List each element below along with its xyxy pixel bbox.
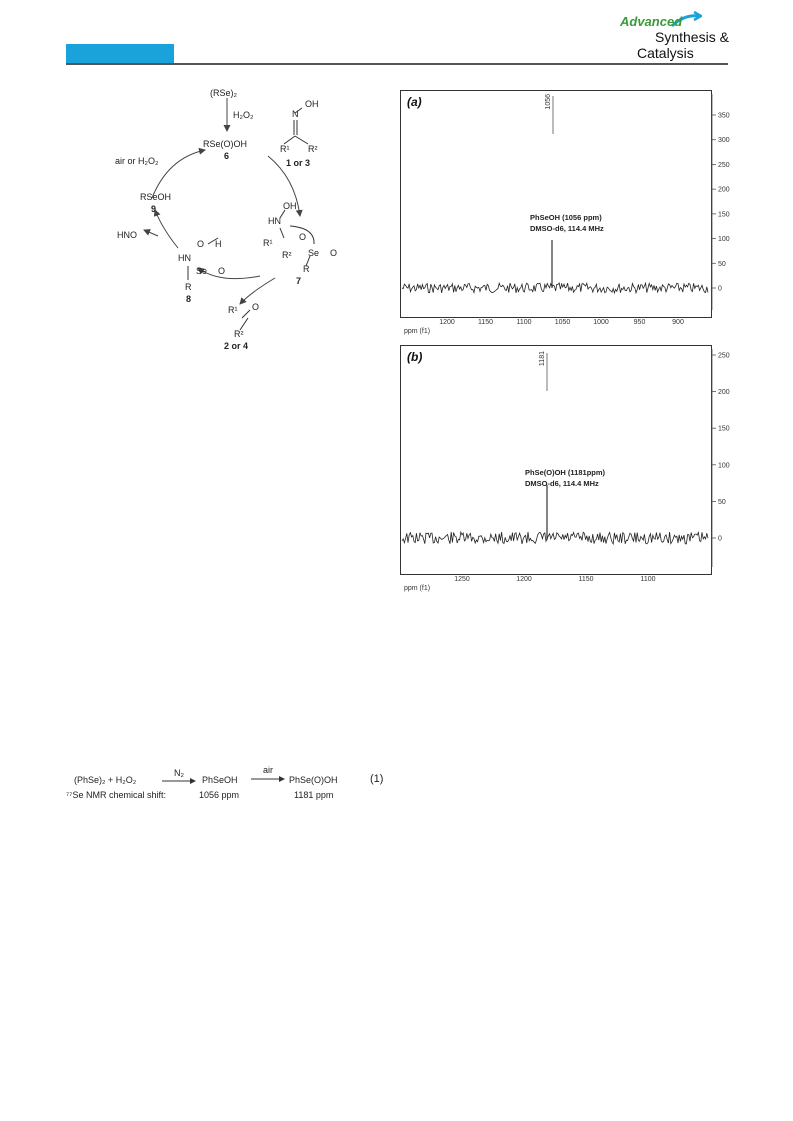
int8-se: Se <box>196 266 208 276</box>
scheme-arrows <box>100 88 380 358</box>
logo-advanced: Advanced <box>620 14 683 29</box>
reagent-rse2: (RSe)₂ <box>210 88 237 98</box>
panel-a-x-tick: 1000 <box>593 319 609 326</box>
oxime-r2: R² <box>308 144 318 154</box>
int7-o2: O <box>330 248 338 258</box>
eq-product1: PhSeOH <box>202 775 238 785</box>
panel-a-y-tick: 200 <box>718 186 730 194</box>
reagent-h2o2: H₂O₂ <box>233 110 254 120</box>
eq-number: (1) <box>370 773 384 785</box>
peak-label-a: 1056 <box>545 94 552 110</box>
eq-arrow1-label: N₂ <box>174 768 184 778</box>
panel-a-y-tick: 0 <box>718 285 722 293</box>
panel-a-xaxis-title: ppm (f1) <box>404 328 431 335</box>
panel-b-y-tick: 50 <box>718 498 726 506</box>
panel-b-x-tick: 1100 <box>640 576 656 583</box>
panel-a-y-tick: 100 <box>718 236 730 244</box>
int8-hn: HN <box>178 253 191 263</box>
label-8: 8 <box>186 294 192 304</box>
panel-b-x-tick: 1250 <box>454 576 470 583</box>
panel-b-xaxis-title: ppm (f1) <box>404 585 431 592</box>
product-r1: R¹ <box>228 305 238 315</box>
panel-b-x-tick: 1150 <box>578 576 594 583</box>
label-9: 9 <box>151 204 157 214</box>
compound-6: RSe(O)OH <box>203 139 248 149</box>
peak-label-b: 1181 <box>539 351 546 367</box>
panel-b-note-line2: DMSO-d6, 114.4 MHz <box>525 479 599 488</box>
oxime-oh: OH <box>305 99 319 109</box>
panel-b-y-tick: 0 <box>718 535 722 543</box>
reagent-air-or-h2o2: air or H₂O₂ <box>115 156 159 166</box>
eq-product2: PhSe(O)OH <box>289 775 338 785</box>
eq-shift-label: ⁷⁷Se NMR chemical shift: <box>66 790 167 800</box>
int8-o2: O <box>218 266 226 276</box>
nmr-spectrum-a <box>400 90 730 340</box>
panel-a-y-tick: 300 <box>718 137 730 145</box>
panel-b-note-line1: PhSe(O)OH (1181ppm) <box>525 468 606 477</box>
label-2-or-4: 2 or 4 <box>224 341 249 351</box>
panel-a-label: (a) <box>407 95 422 109</box>
nmr-spectrum-b <box>400 345 730 597</box>
int7-r2: R² <box>282 250 292 260</box>
panel-a-x-tick: 1100 <box>516 319 532 326</box>
panel-a-x-tick: 1050 <box>554 319 571 326</box>
panel-b-y-tick: 250 <box>718 352 730 360</box>
product-o: O <box>252 302 260 312</box>
byproduct-hno: HNO <box>117 230 137 240</box>
oxime-n: N <box>292 109 299 119</box>
oxime-r1: R¹ <box>280 144 290 154</box>
panel-a-x-tick: 1150 <box>477 319 494 326</box>
panel-a-x-tick: 900 <box>672 319 684 326</box>
eq-arrow2 <box>251 775 287 783</box>
eq-arrow2-label: air <box>263 765 274 775</box>
eq-shift1: 1056 ppm <box>199 790 240 800</box>
int7-hn: HN <box>268 216 281 226</box>
panel-a-y-tick: 150 <box>718 211 730 219</box>
spectrum-trace-b <box>402 532 708 544</box>
header-rule <box>66 63 728 65</box>
panel-b-x-tick: 1200 <box>516 576 532 583</box>
logo-synthesis: Synthesis & <box>655 29 729 45</box>
spectrum-trace-a <box>402 283 708 293</box>
int7-se: Se <box>308 248 320 258</box>
panel-a-y-tick: 350 <box>718 112 730 120</box>
panel-b-y-tick: 200 <box>718 389 730 397</box>
eq-reactants: (PhSe)₂ + H₂O₂ <box>74 775 137 785</box>
product-r2: R² <box>234 329 244 339</box>
label-1-or-3: 1 or 3 <box>286 158 311 168</box>
panel-a-y-tick: 250 <box>718 161 730 169</box>
int7-o: O <box>299 232 307 242</box>
logo-catalysis: Catalysis <box>637 45 694 61</box>
label-6: 6 <box>224 151 230 161</box>
int7-oh: OH <box>283 201 297 211</box>
catalytic-cycle-scheme <box>100 88 380 358</box>
panel-a-note-line2: DMSO-d6, 114.4 MHz <box>530 224 604 233</box>
panel-b-y-tick: 100 <box>718 462 730 470</box>
header-accent-bar <box>66 44 174 63</box>
panel-a-x-tick: 1200 <box>439 319 455 326</box>
int8-o: O <box>197 239 205 249</box>
eq-shift2: 1181 ppm <box>294 790 334 800</box>
panel-b-y-tick: 150 <box>718 425 730 433</box>
panel-a-note-line1: PhSeOH (1056 ppm) <box>530 213 602 222</box>
label-7: 7 <box>296 276 302 286</box>
panel-a-y-tick: 50 <box>718 260 726 268</box>
int7-r: R <box>303 264 310 274</box>
panel-a-x-tick: 950 <box>633 319 646 326</box>
equation-1 <box>66 765 406 815</box>
int8-h: H <box>215 239 222 249</box>
eq-arrow1 <box>162 777 198 785</box>
compound-9: RSeOH <box>140 192 172 202</box>
panel-b-label: (b) <box>407 350 423 364</box>
int7-r1: R¹ <box>263 238 273 248</box>
int8-r: R <box>185 282 192 292</box>
